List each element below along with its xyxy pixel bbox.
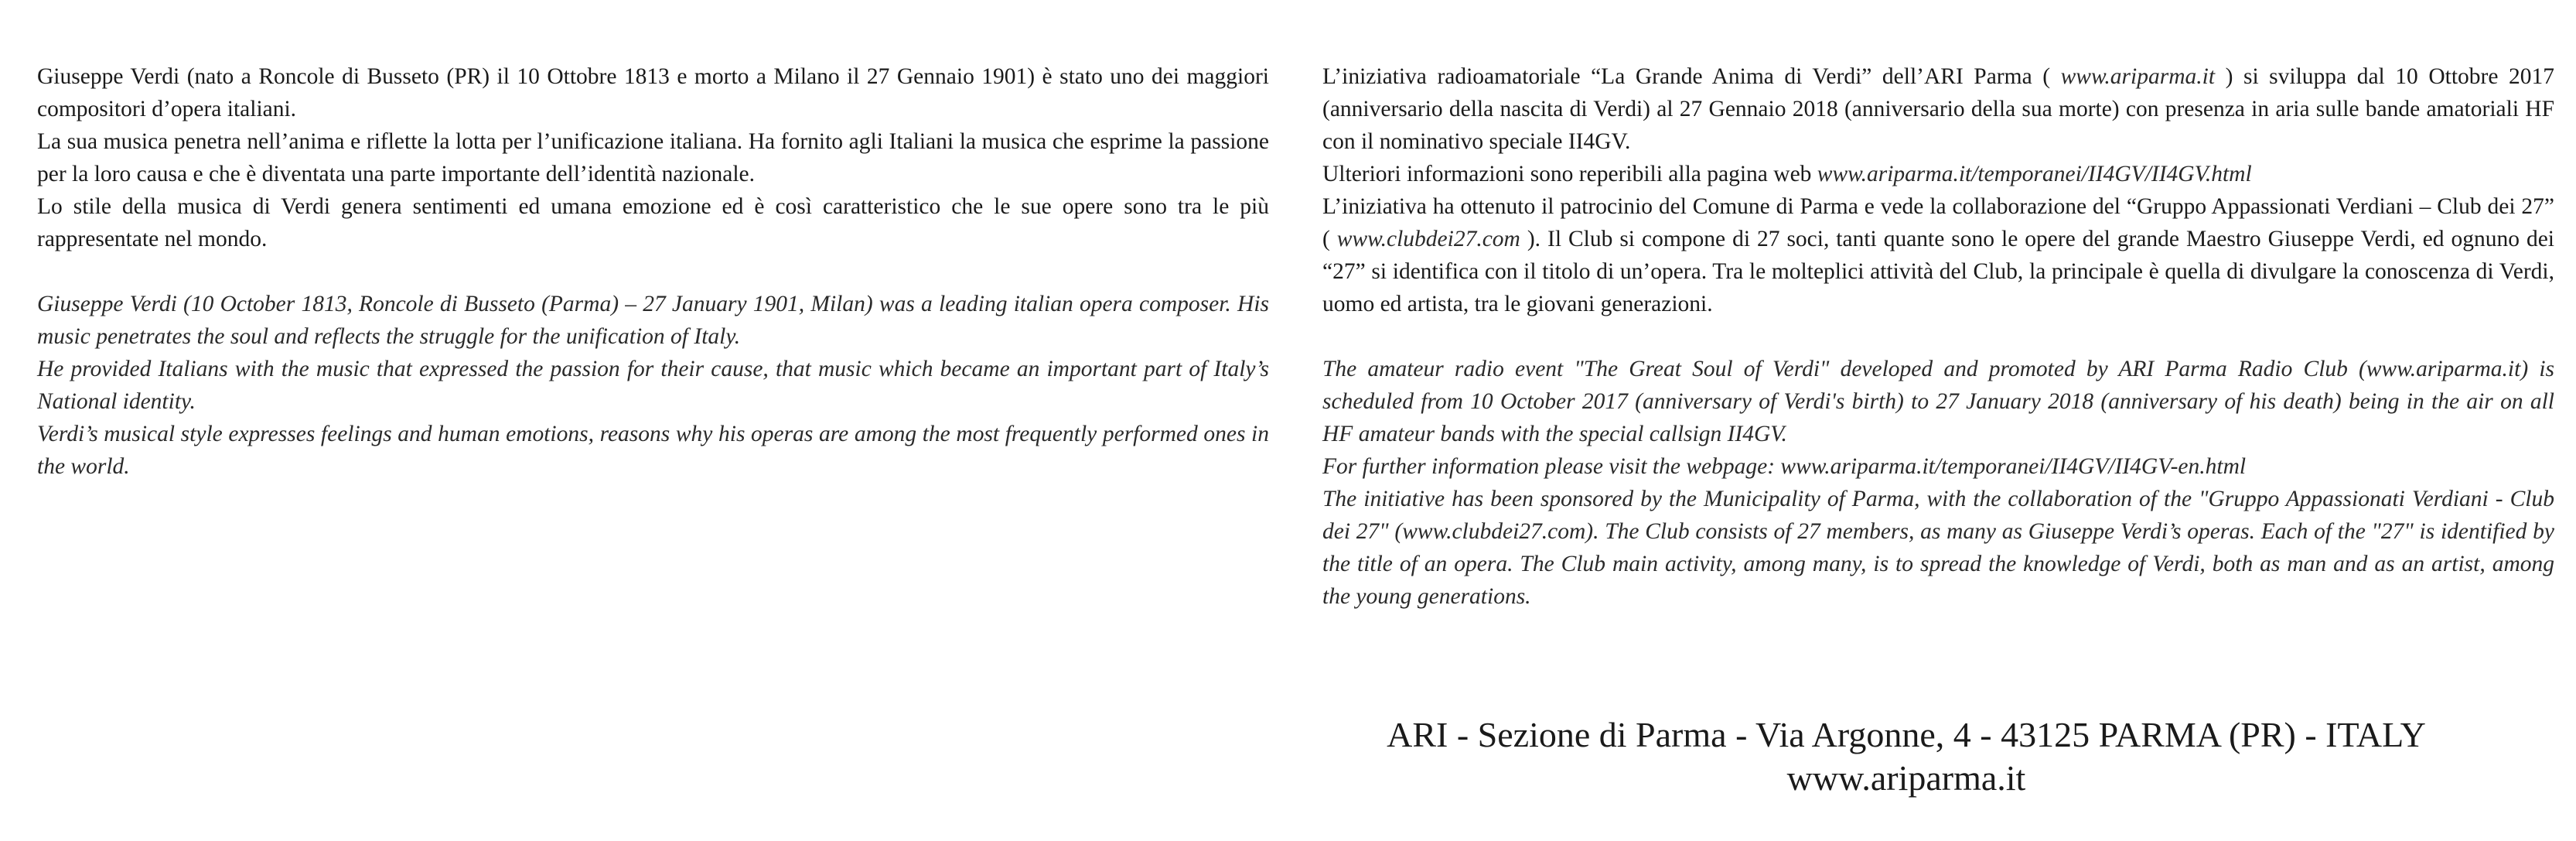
sponsorship-it-text-start: L’iniziativa ha ottenuto il patrocinio del Comune di Parma e vede la collaborazione del “Gruppo Appassionati Verdiani – Club dei 27” ( <box>1322 194 2554 251</box>
event-intro-it-text-start: L’iniziativa radioamatoriale “La Grande Anima di Verdi” dell’ARI Parma ( <box>1322 64 2061 89</box>
sponsorship-it-text-end: ). Il Club si compone di 27 soci, tanti quante sono le opere del grande Maestro Giuseppe Verdi, ed ognuno dei “27” si identifica con il titolo di un’opera. Tra le molteplici attività del Club, la principale è quella di divulgare la conoscenza di Verdi, uomo ed artista, tra le giovani generazioni. <box>1322 227 2555 316</box>
verdi-bio-it-paragraph: Giuseppe Verdi (nato a Roncole di Busseto (PR) il 10 Ottobre 1813 e morto a Milano il 27 Gennaio 1901) è stato uno dei maggiori compositori d’opera italiani. <box>37 64 1269 121</box>
spacer <box>37 255 1269 288</box>
spacer <box>1322 320 2554 353</box>
verdi-bio-en-paragraph: Giuseppe Verdi (10 October 1813, Roncole di Busseto (Parma) – 27 January 1901, Milan) was a leading italian opera composer. His music penetrates the soul and reflects the struggle for the unification of Italy. <box>37 292 1269 349</box>
event-intro-it-text-end: ) si sviluppa dal 10 Ottobre 2017 (anniversario della nascita di Verdi) al 27 Gennaio 2018 (anniversario della sua morte) con presenza in aria sulle bande amatoriali HF con il nominativo speciale II4GV. <box>1322 64 2554 154</box>
sponsorship-en-paragraph: The initiative has been sponsored by the Municipality of Parma, with the collaboration of the "Gruppo Appassionati Verdiani - Club dei 27" (www.clubdei27.com). The Club consists of 27 members, as many as Giuseppe Verdi’s operas. Each of the "27" is identified by the title of an opera. The Club main activity, among many, is to spread the knowledge of Verdi, both as man and as an artist, among the young generations. <box>1322 487 2554 609</box>
ariparma-link[interactable]: www.ariparma.it <box>2060 64 2216 89</box>
footer-website-link[interactable]: www.ariparma.it <box>1786 758 2026 798</box>
ii4gv-page-link[interactable]: www.ariparma.it/temporanei/II4GV/II4GV.html <box>1817 162 2252 186</box>
verdi-style-en-paragraph: Verdi’s musical style expresses feelings and human emotions, reasons why his operas are among the most frequently performed ones in the world. <box>37 422 1269 479</box>
event-intro-it-paragraph <box>1322 60 2554 158</box>
footer <box>1288 713 2525 800</box>
clubdei27-link[interactable]: www.clubdei27.com <box>1336 227 1520 251</box>
left-column <box>37 60 1269 483</box>
more-info-it-paragraph <box>1322 158 2554 190</box>
right-column <box>1322 60 2554 613</box>
verdi-music-en-paragraph: He provided Italians with the music that expressed the passion for their cause, that music which became an important part of Italy’s National identity. <box>37 357 1269 414</box>
more-info-it-text: Ulteriori informazioni sono reperibili alla pagina web <box>1322 162 1817 186</box>
verdi-style-it-paragraph: Lo stile della musica di Verdi genera sentimenti ed umana emozione ed è così caratteristico che le sue opere sono tra le più rappresentate nel mondo. <box>37 194 1269 251</box>
footer-address: ARI - Sezione di Parma - Via Argonne, 4 - 43125 PARMA (PR) - ITALY <box>1387 715 2426 754</box>
event-intro-en-paragraph: The amateur radio event "The Great Soul of Verdi" developed and promoted by ARI Parma Radio Club (www.ariparma.it) is scheduled from 10 October 2017 (anniversary of Verdi's birth) to 27 January 2018 (anniversary of his death) being in the air on all HF amateur bands with the special callsign II4GV. <box>1322 357 2554 446</box>
more-info-en-paragraph: For further information please visit the webpage: www.ariparma.it/temporanei/II4GV/II4GV-en.html <box>1322 454 2247 479</box>
sponsorship-it-paragraph <box>1322 190 2554 320</box>
verdi-music-it-paragraph: La sua musica penetra nell’anima e riflette la lotta per l’unificazione italiana. Ha fornito agli Italiani la musica che esprime la passione per la loro causa e che è diventata una parte importante dell’identità nazionale. <box>37 129 1269 186</box>
